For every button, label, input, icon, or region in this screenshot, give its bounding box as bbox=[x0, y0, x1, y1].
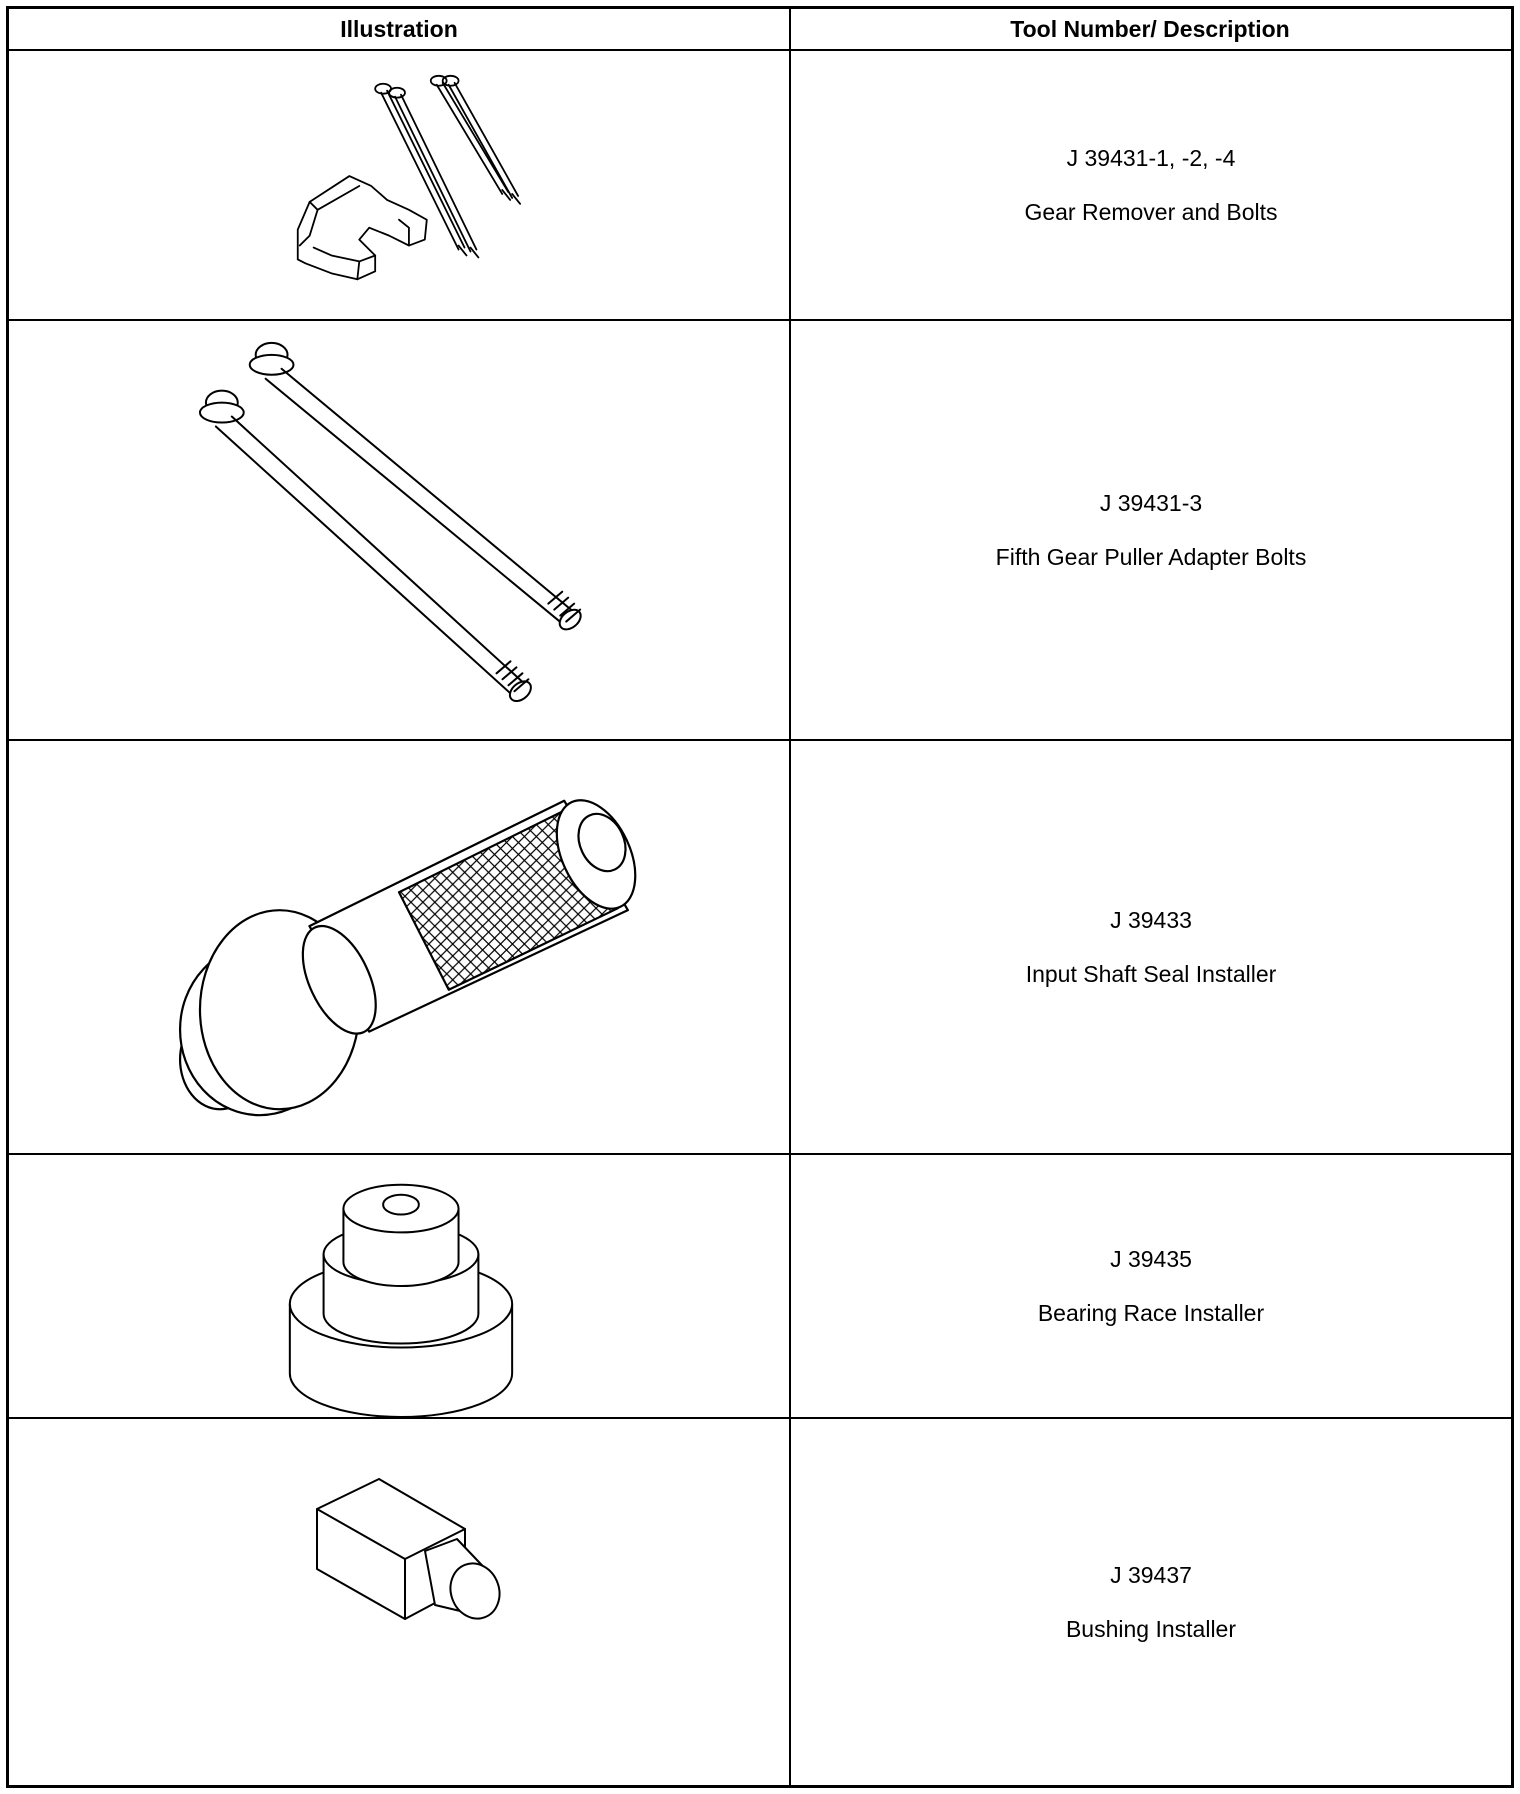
description-cell bbox=[791, 321, 1511, 739]
table-row bbox=[9, 51, 1511, 321]
gear-remover-and-bolts-icon bbox=[9, 51, 789, 319]
illustration-cell bbox=[9, 51, 789, 319]
illustration-cell bbox=[9, 741, 789, 1153]
tool-number: J 39435 bbox=[1110, 1246, 1192, 1272]
table-row bbox=[9, 1419, 1511, 1785]
header-tool-number-description: Tool Number/ Description bbox=[1010, 15, 1290, 42]
tool-description: Gear Remover and Bolts bbox=[1024, 199, 1278, 225]
tool-description: Bushing Installer bbox=[1065, 1616, 1237, 1642]
tool-description: Input Shaft Seal Installer bbox=[1025, 961, 1277, 987]
table-row bbox=[9, 741, 1511, 1155]
tool-number: J 39431-3 bbox=[1099, 490, 1203, 516]
illustration-cell bbox=[9, 321, 789, 739]
description-cell bbox=[791, 1419, 1511, 1785]
table-row bbox=[9, 1155, 1511, 1419]
table-header bbox=[9, 9, 1511, 51]
tool-description: Fifth Gear Puller Adapter Bolts bbox=[995, 544, 1307, 570]
description-cell bbox=[791, 1155, 1511, 1417]
adapter-bolts-icon bbox=[9, 321, 789, 739]
seal-installer-icon bbox=[9, 741, 789, 1153]
tool-description: Bearing Race Installer bbox=[1037, 1300, 1265, 1326]
bushing-installer-icon bbox=[9, 1419, 789, 1785]
description-cell bbox=[791, 51, 1511, 319]
illustration-cell bbox=[9, 1419, 789, 1785]
table-row bbox=[9, 321, 1511, 741]
description-cell bbox=[791, 741, 1511, 1153]
bearing-race-installer-icon bbox=[9, 1155, 789, 1417]
special-tools-table bbox=[6, 6, 1514, 1788]
tool-number: J 39433 bbox=[1110, 907, 1192, 933]
header-illustration: Illustration bbox=[340, 15, 458, 42]
tool-number: J 39437 bbox=[1110, 1562, 1192, 1588]
tool-number: J 39431-1, -2, -4 bbox=[1066, 145, 1236, 171]
illustration-cell bbox=[9, 1155, 789, 1417]
